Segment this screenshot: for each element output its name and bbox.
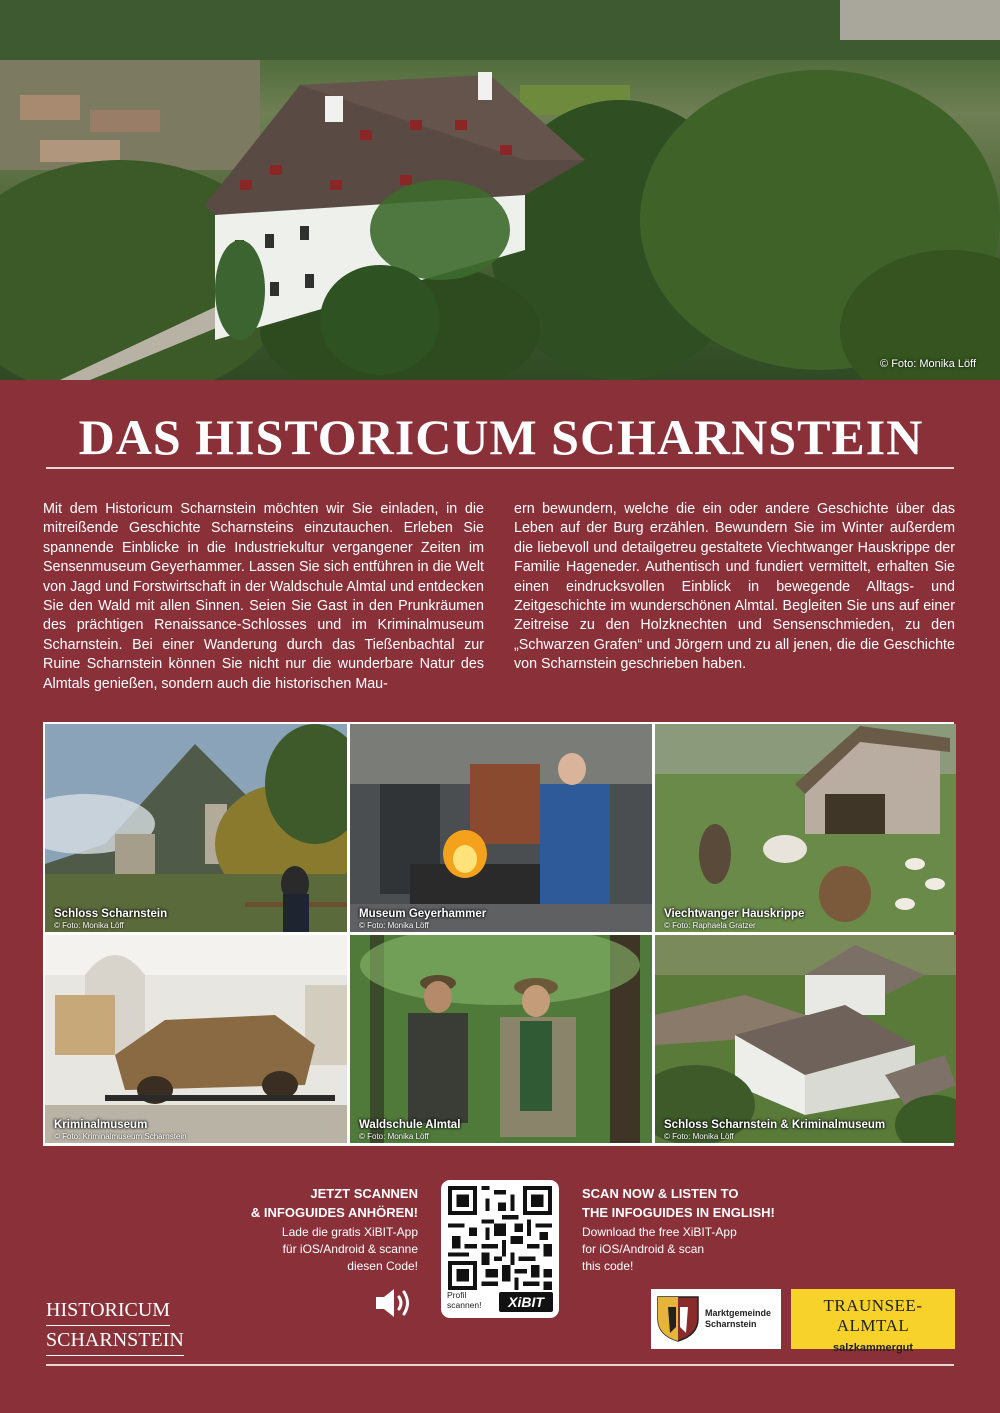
intro-text-right: ern bewundern, welche die ein oder andere Geschichte über das Leben auf der Burg erzählen. Bewundern Sie im Winter außerdem die liebevoll und detailgetreu gestaltete Viechtwanger Hauskrippe der Familie Hageneder. Authentisch und fundiert vermittelt, erhalten Sie einen eindrucksvollen Einblick in bewegende Alltags- und Zeitgeschichte im wunderschönen Almtal. Begleiten Sie uns auf einer Zeitreise zu den Holzknechten und Sensenschmieden, zu den „Schwarzen Grafen“ und Jörgern und zu all jenen, die die Geschichte von Scharnstein geschrieben haben. xyxy=(514,501,955,673)
scan-heading-de-1: JETZT SCANNEN xyxy=(310,1186,418,1201)
gallery-credit: © Foto: Monika Löff xyxy=(664,1132,734,1141)
scan-heading-en-2: THE INFOGUIDES IN ENGLISH! xyxy=(582,1205,775,1220)
coat-of-arms-icon xyxy=(656,1295,700,1343)
marktgemeinde-logo xyxy=(651,1289,781,1349)
gallery-caption: Schloss Scharnstein xyxy=(54,908,168,920)
gallery-caption: Schloss Scharnstein & Kriminalmuseum xyxy=(664,1119,886,1131)
qr-note-line-1: Profil xyxy=(447,1290,467,1300)
scan-instructions-english xyxy=(582,1184,775,1275)
photo-nativity-illustration xyxy=(655,724,956,932)
gallery-credit: © Foto: Monika Löff xyxy=(359,921,429,930)
gallery-caption: Museum Geyerhammer xyxy=(359,908,487,920)
gallery-credit: © Foto: Kriminalmuseum Scharnstein xyxy=(54,1132,187,1141)
gallery-caption: Viechtwanger Hauskrippe xyxy=(664,908,805,920)
photo-ruins-illustration xyxy=(45,724,347,932)
traunsee-almtal-logo xyxy=(791,1289,955,1354)
historicum-logo-line-2: SCHARNSTEIN xyxy=(46,1326,184,1356)
gallery-photo-schloss-aerial xyxy=(655,935,956,1143)
photo-gallery xyxy=(43,722,954,1146)
scan-text-en-3: this code! xyxy=(582,1259,634,1273)
gallery-credit: © Foto: Monika Löff xyxy=(359,1132,429,1141)
scan-text-en-2: for iOS/Android & scan xyxy=(582,1242,705,1256)
gallery-photo-schloss-ruine xyxy=(45,724,347,932)
gallery-photo-kriminalmuseum xyxy=(45,935,347,1143)
photo-forge-illustration xyxy=(350,724,652,932)
scan-text-en-1: Download the free XiBIT-App xyxy=(582,1225,737,1239)
scan-text-de-3: diesen Code! xyxy=(347,1259,418,1273)
qr-note xyxy=(447,1290,482,1310)
intro-text-left: Mit dem Historicum Scharnstein möchten wir Sie einladen, in die mitreißende Geschichte Scharnsteins einzutauchen. Erleben Sie spannende Einblicke in die Industriekultur vergangener Zeiten im Sensenmuseum Geyerhammer. Lassen Sie sich entführen in die Welt von Jagd und Forstwirtschaft in der Waldschule Almtal und entdecken Sie den Wald mit allen Sinnen. Seien Sie Gast in den Prunkräumen des prächtigen Renaissance-Schlosses und im Kriminalmuseum Scharnstein. Bei einer Wanderung durch das Tießenbachtal zur Ruine Scharnstein können Sie nicht nur die wunderbare Natur des Almtals genießen, sondern auch die historischen Mau- xyxy=(43,501,484,692)
title-underline xyxy=(46,467,954,469)
hero-photo-credit: © Foto: Monika Löff xyxy=(880,358,976,370)
scan-heading-de-2: & INFOGUIDES ANHÖREN! xyxy=(250,1205,418,1220)
historicum-logo xyxy=(46,1296,184,1356)
gallery-caption: Kriminalmuseum xyxy=(54,1119,148,1131)
gemeinde-line-1: Marktgemeinde xyxy=(705,1308,772,1318)
speaker-icon xyxy=(374,1286,416,1320)
photo-castle-aerial-illustration xyxy=(655,935,956,1143)
qr-code-card[interactable] xyxy=(441,1180,559,1318)
historicum-logo-line-1: HISTORICUM xyxy=(46,1296,170,1326)
photo-foresters-illustration xyxy=(350,935,652,1143)
traunsee-almtal-text: TRAUNSEE-ALMTAL xyxy=(823,1296,923,1335)
scan-text-de-2: für iOS/Android & scanne xyxy=(282,1242,418,1256)
photo-museum-car-illustration xyxy=(45,935,347,1143)
scan-instructions-german xyxy=(251,1184,418,1275)
gallery-credit: © Foto: Raphaela Gratzer xyxy=(664,921,756,930)
salzkammergut-text: salzkammergut xyxy=(832,1342,914,1354)
scan-text-de-1: Lade die gratis XiBIT-App xyxy=(281,1225,418,1239)
qr-code[interactable] xyxy=(447,1186,553,1290)
gallery-credit: © Foto: Monika Löff xyxy=(54,921,124,930)
gallery-photo-geyerhammer xyxy=(350,724,652,932)
scan-heading-en-1: SCAN NOW & LISTEN TO xyxy=(582,1186,739,1201)
page-title: DAS HISTORICUM SCHARNSTEIN xyxy=(78,409,924,465)
xibit-logo: XiBIT xyxy=(499,1292,553,1312)
qr-note-line-2: scannen! xyxy=(447,1300,482,1310)
footer-rule xyxy=(46,1364,954,1366)
hero-photo-castle-aerial xyxy=(0,0,1000,380)
gallery-photo-waldschule xyxy=(350,935,652,1143)
gemeinde-line-2: Scharnstein xyxy=(705,1319,757,1329)
hero-illustration xyxy=(0,0,1000,380)
gallery-photo-hauskrippe xyxy=(655,724,956,932)
gallery-caption: Waldschule Almtal xyxy=(359,1119,461,1131)
